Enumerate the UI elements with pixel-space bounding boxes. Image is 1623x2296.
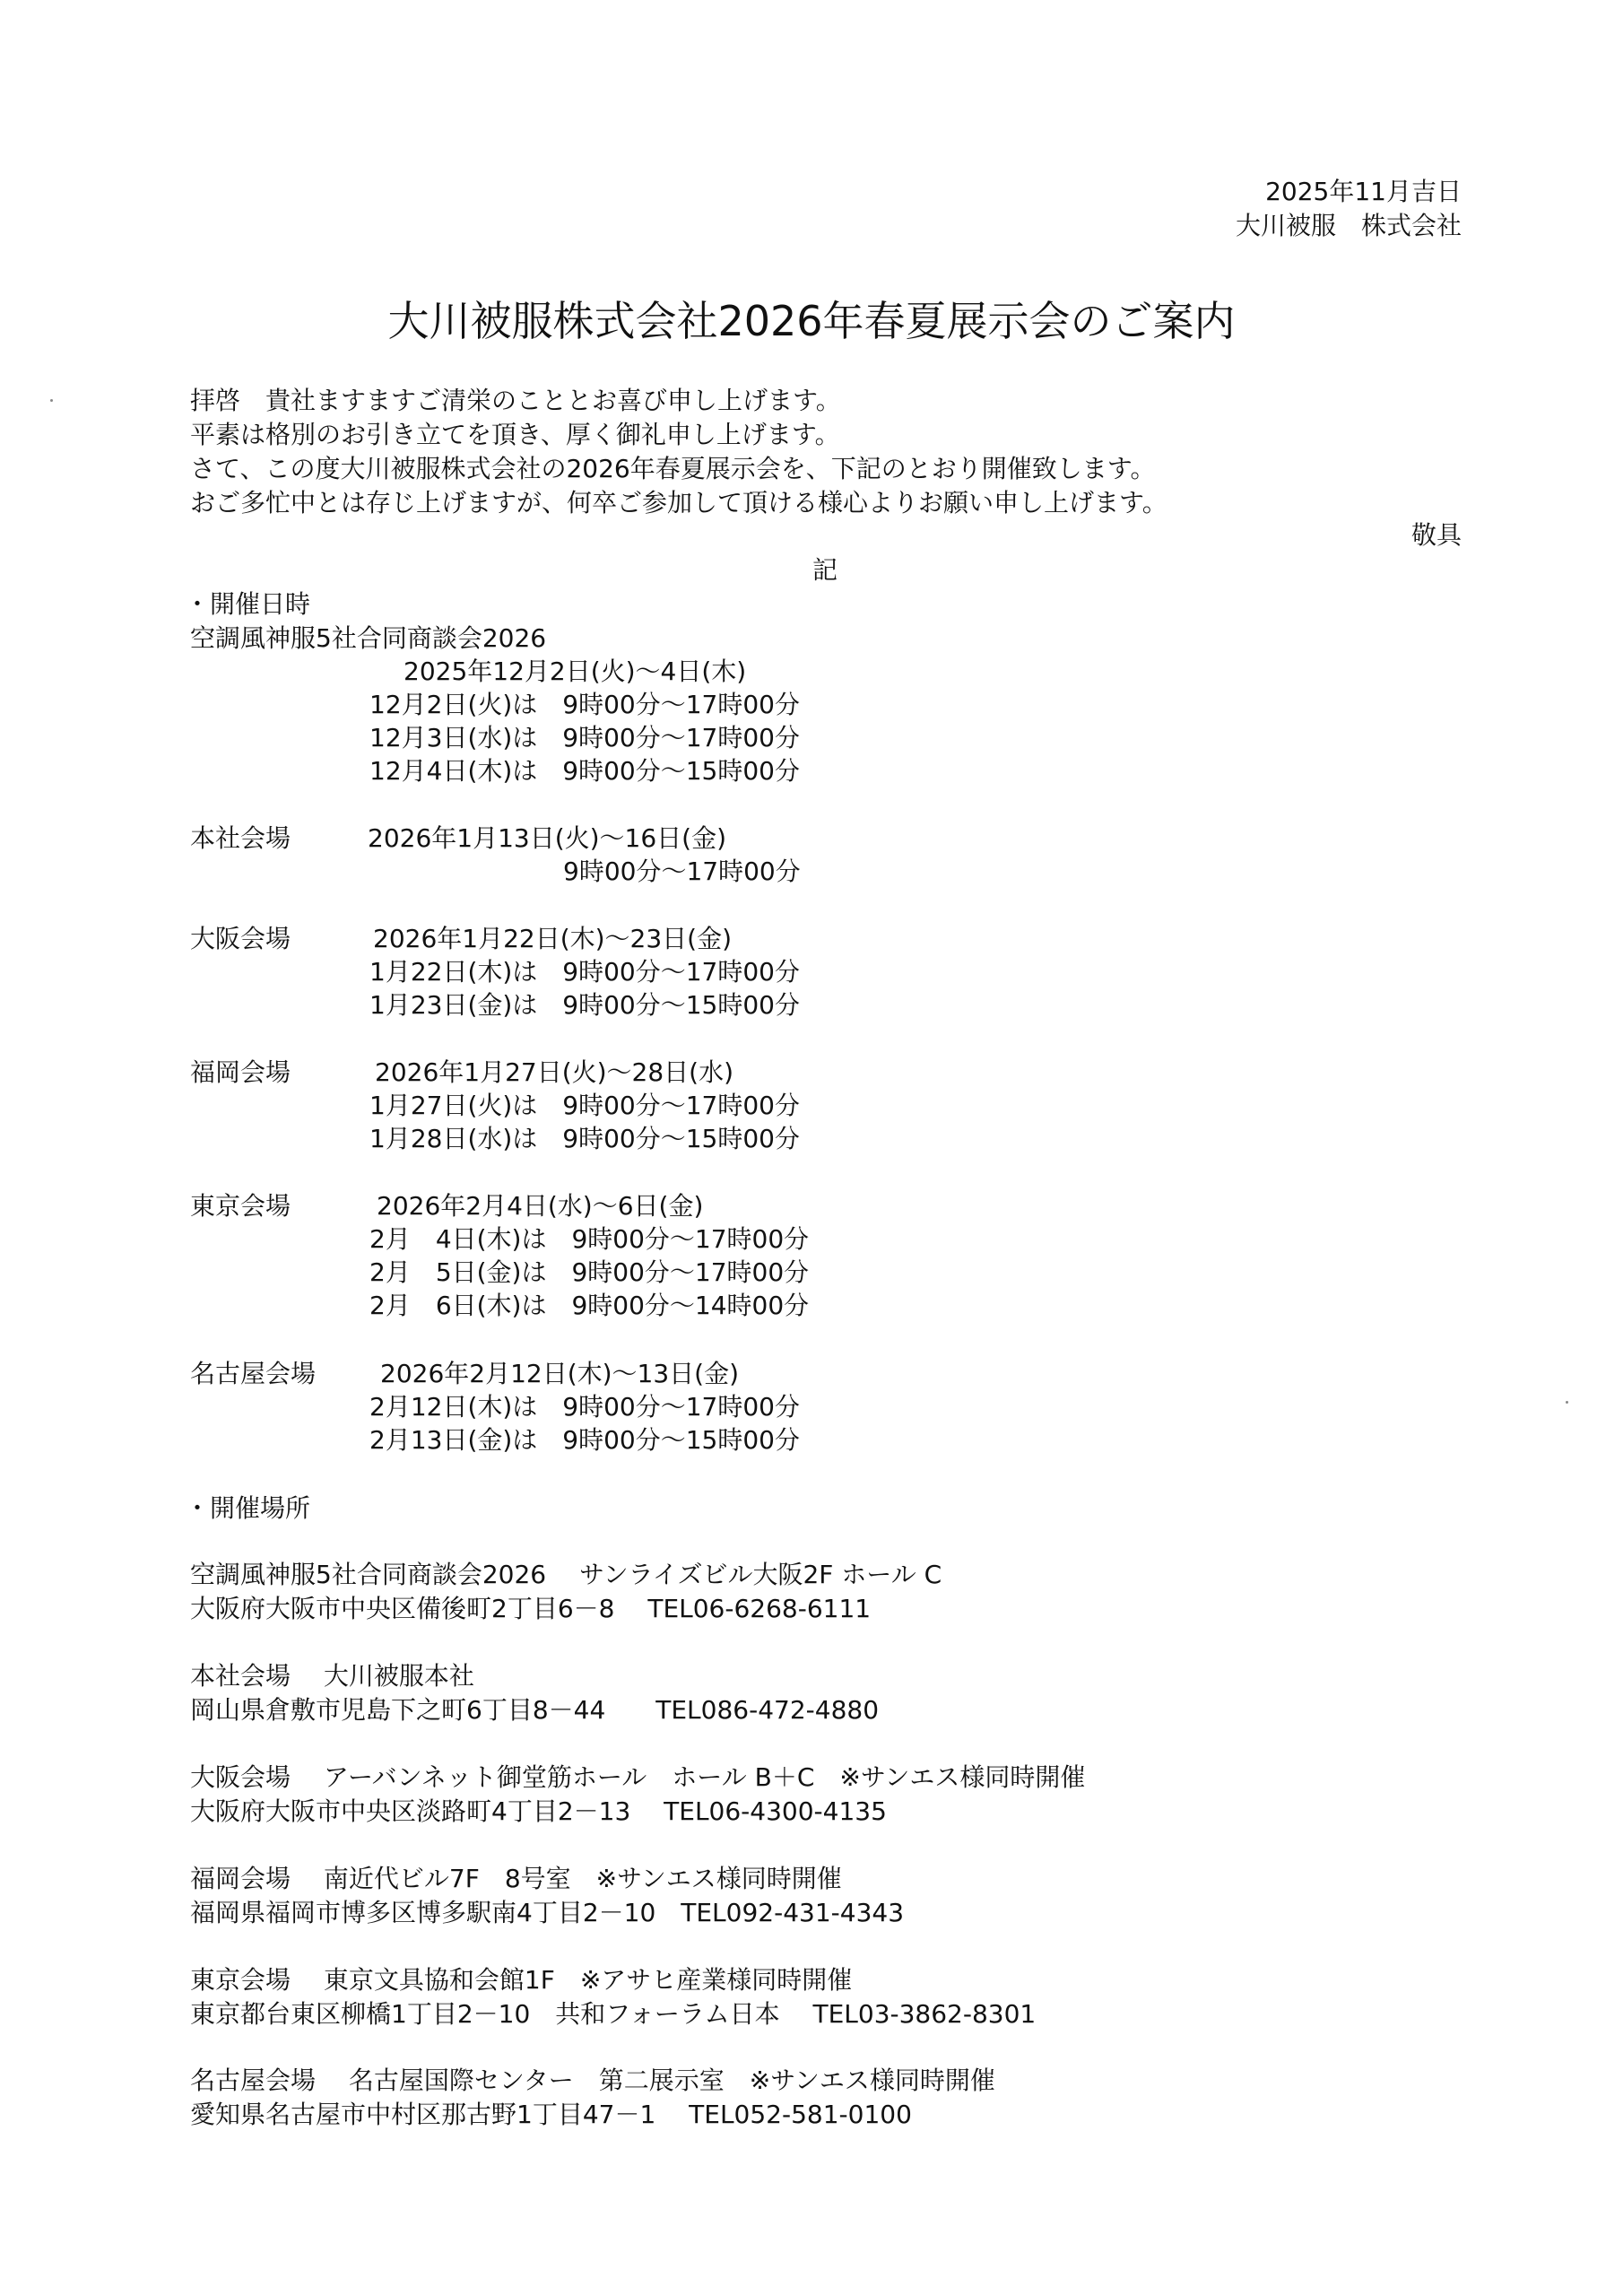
fukuoka-range: 2026年1月27日(火)～28日(水) <box>375 1057 734 1087</box>
tokyo-time: 2月 4日(木)は 9時00分～17時00分 <box>369 1224 810 1254</box>
tokyo-time: 2月 6日(木)は 9時00分～14時00分 <box>369 1291 810 1320</box>
osaka-name: 大阪会場 <box>190 924 291 953</box>
venue-name-line: 東京会場 東京文具協和会館1F ※アサヒ産業様同時開催 <box>190 1965 853 1995</box>
osaka-range: 2026年1月22日(木)～23日(金) <box>373 924 733 953</box>
sender-company: 大川被服 株式会社 <box>1235 211 1462 240</box>
tokyo-time: 2月 5日(金)は 9時00分～17時00分 <box>369 1257 810 1287</box>
joint-event-time: 12月4日(木)は 9時00分～15時00分 <box>369 756 800 786</box>
tokyo-name: 東京会場 <box>190 1191 291 1221</box>
venue-address-line: 福岡県福岡市博多区博多駅南4丁目2－10 TEL092-431-4343 <box>190 1898 905 1927</box>
issue-date: 2025年11月吉日 <box>1265 177 1462 206</box>
honsha-time: 9時00分～17時00分 <box>563 857 801 886</box>
scan-speck <box>50 399 53 402</box>
venue-name-line: 空調風神服5社合同商談会2026 サンライズビル大阪2F ホール C <box>190 1560 942 1589</box>
joint-event-time: 12月3日(水)は 9時00分～17時00分 <box>369 723 800 752</box>
tokyo-range: 2026年2月4日(水)～6日(金) <box>377 1191 704 1221</box>
venues-heading: ・開催場所 <box>185 1493 311 1523</box>
venue-name-line: 大阪会場 アーバンネット御堂筋ホール ホール B＋C ※サンエス様同時開催 <box>190 1762 1086 1792</box>
osaka-time: 1月22日(木)は 9時00分～17時00分 <box>369 957 800 987</box>
nagoya-name: 名古屋会場 <box>190 1359 317 1388</box>
joint-event-name: 空調風神服5社合同商談会2026 <box>190 623 547 653</box>
nagoya-time: 2月12日(木)は 9時00分～17時00分 <box>369 1392 800 1422</box>
venue-address-line: 東京都台東区柳橋1丁目2－10 共和フォーラム日本 TEL03-3862-8301 <box>190 1999 1037 2029</box>
page-title: 大川被服株式会社2026年春夏展示会のご案内 <box>387 297 1236 345</box>
joint-event-range: 2025年12月2日(火)～4日(木) <box>404 657 747 686</box>
venue-address-line: 大阪府大阪市中央区淡路町4丁目2－13 TEL06-4300-4135 <box>190 1796 887 1826</box>
fukuoka-name: 福岡会場 <box>190 1057 291 1087</box>
greeting-line: さて、この度大川被服株式会社の2026年春夏展示会を、下記のとおり開催致します。 <box>190 454 1156 483</box>
honsha-range: 2026年1月13日(火)～16日(金) <box>368 823 727 853</box>
greeting-line: おご多忙中とは存じ上げますが、何卒ご参加して頂ける様心よりお願い申し上げます。 <box>190 488 1167 517</box>
greeting-line: 拝啓 貴社ますますご清栄のこととお喜び申し上げます。 <box>190 386 841 415</box>
scan-speck <box>1566 1401 1568 1404</box>
venue-address-line: 愛知県名古屋市中村区那古野1丁目47－1 TEL052-581-0100 <box>190 2100 912 2129</box>
osaka-time: 1月23日(金)は 9時00分～15時00分 <box>369 990 800 1020</box>
greeting-line: 平素は格別のお引き立てを頂き、厚く御礼申し上げます。 <box>190 420 840 449</box>
closing: 敬具 <box>1410 520 1462 550</box>
nagoya-time: 2月13日(金)は 9時00分～15時00分 <box>369 1425 800 1455</box>
venue-name-line: 福岡会場 南近代ビル7F 8号室 ※サンエス様同時開催 <box>190 1864 842 1893</box>
venue-name-line: 本社会場 大川被服本社 <box>190 1661 474 1691</box>
schedule-heading: ・開催日時 <box>185 589 311 619</box>
ki-label: 記 <box>812 555 838 585</box>
venue-name-line: 名古屋会場 名古屋国際センター 第二展示室 ※サンエス様同時開催 <box>190 2066 995 2095</box>
nagoya-range: 2026年2月12日(木)～13日(金) <box>380 1359 740 1388</box>
joint-event-time: 12月2日(火)は 9時00分～17時00分 <box>369 690 800 719</box>
venue-address-line: 大阪府大阪市中央区備後町2丁目6－8 TEL06-6268-6111 <box>190 1594 872 1623</box>
fukuoka-time: 1月27日(火)は 9時00分～17時00分 <box>369 1091 800 1120</box>
venue-address-line: 岡山県倉敷市児島下之町6丁目8－44 TEL086-472-4880 <box>190 1695 880 1725</box>
honsha-name: 本社会場 <box>190 823 291 853</box>
fukuoka-time: 1月28日(水)は 9時00分～15時00分 <box>369 1124 800 1153</box>
